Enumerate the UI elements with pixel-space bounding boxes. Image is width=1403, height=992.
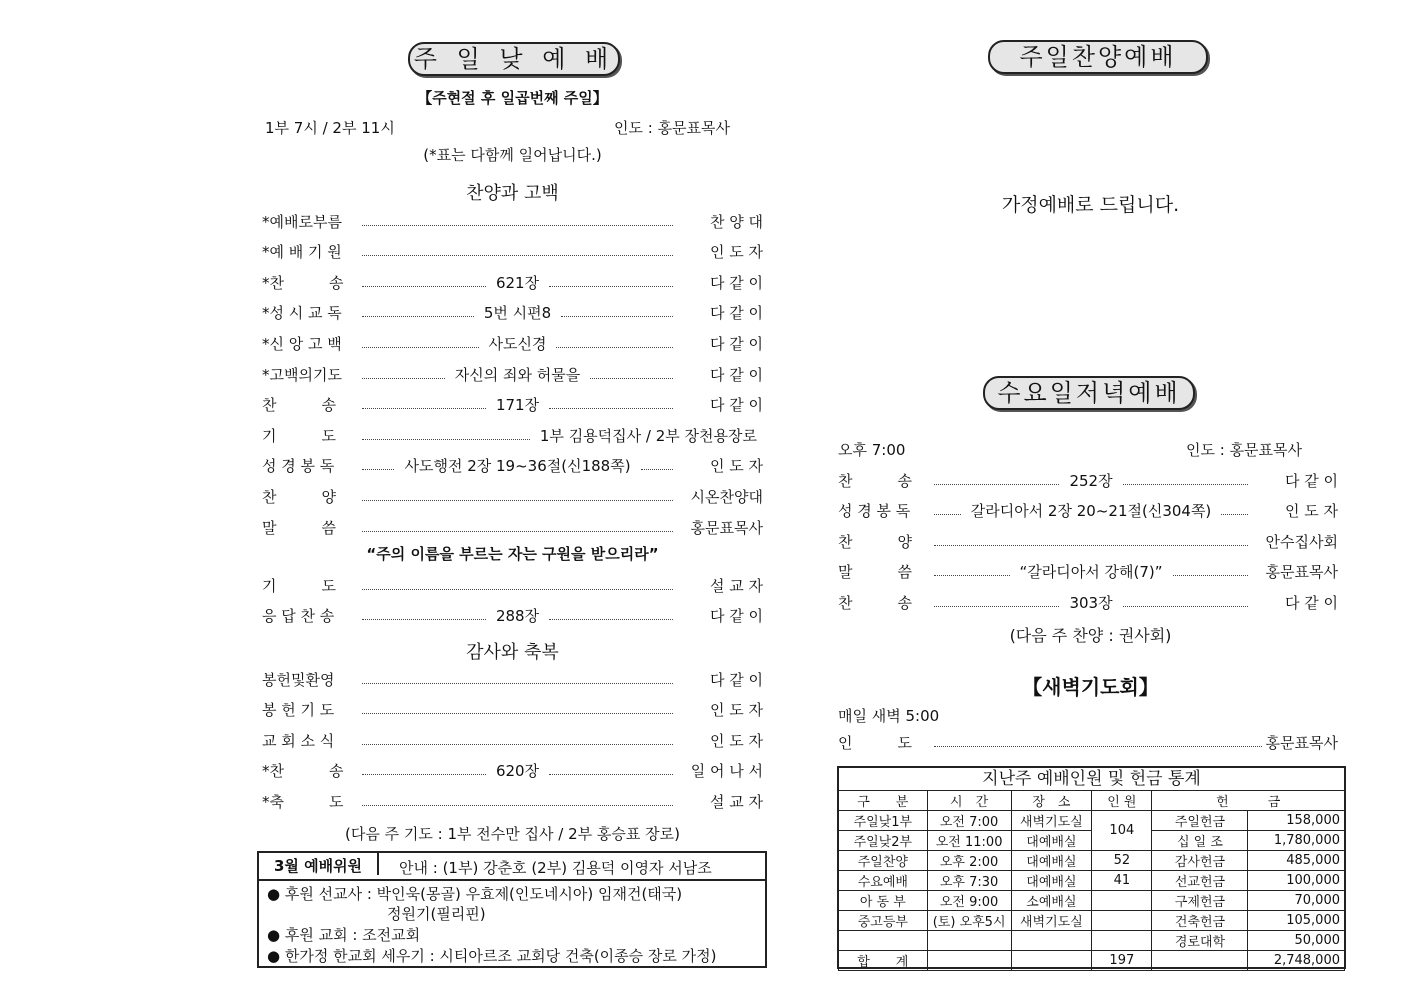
row-content: “갈라디아서 강해(7)” bbox=[1019, 563, 1163, 582]
service-count: 52 bbox=[1092, 851, 1152, 871]
row-person: 설 교 자 bbox=[709, 576, 763, 595]
row-label: 응 답 찬 송 bbox=[262, 607, 335, 626]
order-row bbox=[262, 332, 763, 354]
offering-name: 구제헌금 bbox=[1152, 891, 1248, 911]
row-content: 갈라디아서 2장 20~21절(신304쪽) bbox=[970, 502, 1212, 521]
dawn-leader-row bbox=[838, 731, 1338, 753]
row-person: 안수집사회 bbox=[1265, 532, 1338, 551]
row-content: 252장 bbox=[1069, 471, 1113, 490]
service-time bbox=[927, 931, 1011, 951]
service-count bbox=[1092, 931, 1152, 951]
stats-row bbox=[839, 831, 1345, 851]
service-place: 대예배실 bbox=[1011, 831, 1092, 851]
sermon-title: “주의 이름을 부르는 자는 구원을 받으리라” bbox=[366, 545, 659, 563]
stats-header-row bbox=[839, 791, 1345, 811]
order-row bbox=[838, 469, 1338, 491]
stats-table bbox=[838, 790, 1345, 971]
service-name: 중고등부 bbox=[839, 911, 928, 931]
offering-amount: 105,000 bbox=[1248, 911, 1345, 931]
stats-header-cell: 장 소 bbox=[1011, 791, 1092, 811]
row-label: 찬 양 bbox=[838, 532, 912, 551]
offering-name: 십 일 조 bbox=[1152, 831, 1248, 851]
missionary-line-2: 정원기(필리핀) bbox=[387, 905, 486, 923]
wednesday-leader: 인도 : 홍문표목사 bbox=[1186, 441, 1303, 459]
committee-header bbox=[259, 853, 765, 881]
order-row bbox=[262, 574, 763, 596]
stats-row bbox=[839, 871, 1345, 891]
offering-amount: 1,780,000 bbox=[1248, 831, 1345, 851]
stats-header-cell: 구 분 bbox=[839, 791, 928, 811]
next-praise: (다음 주 찬양 : 권사회) bbox=[1009, 626, 1172, 645]
order-row bbox=[262, 790, 763, 812]
service-time: 오전 7:00 bbox=[927, 811, 1011, 831]
row-content: 303장 bbox=[1069, 593, 1113, 612]
row-label: *예배로부름 bbox=[262, 212, 342, 231]
order-row bbox=[262, 424, 763, 446]
order-row bbox=[262, 516, 763, 538]
row-person: 다 같 이 bbox=[709, 396, 763, 415]
row-label: *찬 송 bbox=[262, 762, 344, 781]
committee-label: 3월 예배위원 bbox=[259, 853, 379, 875]
row-content: 1부 김용덕집사 / 2부 장천용장로 bbox=[539, 426, 757, 445]
order-row bbox=[262, 729, 763, 751]
committee-box bbox=[257, 851, 767, 968]
order-row bbox=[262, 302, 763, 324]
row-person: 홍문표목사 bbox=[690, 518, 763, 537]
service-name: 아 동 부 bbox=[839, 891, 928, 911]
row-person: 인 도 자 bbox=[710, 457, 764, 476]
row-label: *찬 송 bbox=[262, 273, 344, 292]
committee-guide: 안내 : (1부) 강춘호 (2부) 김용덕 이영자 서남조 bbox=[399, 859, 712, 877]
order-row bbox=[262, 760, 763, 782]
order-row bbox=[262, 394, 763, 416]
offering-name: 감사헌금 bbox=[1152, 851, 1248, 871]
service-place: 새벽기도실 bbox=[1011, 911, 1092, 931]
row-content: 5번 시편8 bbox=[483, 304, 552, 323]
total-amount: 2,748,000 bbox=[1248, 951, 1345, 971]
row-label: *성 시 교 독 bbox=[262, 304, 342, 323]
service-name: 주일찬양 bbox=[839, 851, 928, 871]
stats-row bbox=[839, 811, 1345, 831]
sunday-praise-title: 주일찬양예배 bbox=[988, 40, 1208, 74]
dawn-prayer-title: 【새벽기도회】 bbox=[1022, 675, 1159, 699]
row-person: 시온찬양대 bbox=[690, 487, 763, 506]
row-label: *고백의기도 bbox=[262, 365, 342, 384]
row-label: 말 씀 bbox=[262, 518, 336, 537]
stats-header-cell: 인 원 bbox=[1092, 791, 1152, 811]
wednesday-service-title: 수요일저녁예배 bbox=[983, 376, 1195, 410]
row-person: 다 같 이 bbox=[709, 273, 763, 292]
row-person: 홍문표목사 bbox=[1265, 563, 1338, 582]
order-row bbox=[262, 241, 763, 263]
service-times: 1부 7시 / 2부 11시 bbox=[265, 119, 395, 137]
service-place: 대예배실 bbox=[1011, 851, 1092, 871]
order-row bbox=[262, 455, 763, 477]
offering-name: 건축헌금 bbox=[1152, 911, 1248, 931]
service-time: 오후 2:00 bbox=[927, 851, 1011, 871]
stats-header-cell: 시 간 bbox=[927, 791, 1011, 811]
row-person: 다 같 이 bbox=[1284, 593, 1338, 612]
next-prayer: (다음 주 기도 : 1부 전수만 집사 / 2부 홍승표 장로) bbox=[345, 825, 680, 843]
row-person: 인 도 자 bbox=[709, 243, 763, 262]
service-count bbox=[1092, 891, 1152, 911]
service-count bbox=[1092, 911, 1152, 931]
service-time: 오전 9:00 bbox=[927, 891, 1011, 911]
row-label: 성 경 봉 독 bbox=[838, 502, 911, 521]
offering-name: 경로대학 bbox=[1152, 931, 1248, 951]
row-person: 다 같 이 bbox=[709, 334, 763, 353]
row-person: 인 도 자 bbox=[1285, 502, 1339, 521]
row-person: 찬 양 대 bbox=[709, 212, 763, 231]
stats-box bbox=[837, 766, 1346, 969]
order-row bbox=[262, 605, 763, 627]
service-name: 주일낮1부 bbox=[839, 811, 928, 831]
home-service-note: 가정예배로 드립니다. bbox=[1001, 194, 1180, 216]
dawn-time: 매일 새벽 5:00 bbox=[838, 707, 940, 725]
stats-row bbox=[839, 931, 1345, 951]
row-person: 다 같 이 bbox=[709, 607, 763, 626]
row-right: 홍문표목사 bbox=[1265, 733, 1338, 752]
row-person: 일 어 나 서 bbox=[690, 762, 763, 781]
row-label: 찬 송 bbox=[838, 593, 912, 612]
row-label: 성 경 봉 독 bbox=[262, 457, 335, 476]
service-name: 주일낮2부 bbox=[839, 831, 928, 851]
row-person: 인 도 자 bbox=[709, 701, 763, 720]
service-name bbox=[839, 931, 928, 951]
offering-amount: 70,000 bbox=[1248, 891, 1345, 911]
row-content: 사도신경 bbox=[488, 334, 547, 353]
row-content: 자신의 죄와 허물을 bbox=[454, 365, 581, 384]
service-time: 오전 11:00 bbox=[927, 831, 1011, 851]
sunday-service-title: 주 일 낮 예 배 bbox=[408, 42, 620, 76]
service-place bbox=[1011, 931, 1092, 951]
service-time: 오후 7:30 bbox=[927, 871, 1011, 891]
service-place: 새벽기도실 bbox=[1011, 811, 1092, 831]
row-label: 찬 송 bbox=[262, 396, 336, 415]
order-row bbox=[262, 271, 763, 293]
stats-total-row bbox=[839, 951, 1345, 971]
row-label: *축 도 bbox=[262, 792, 344, 811]
stats-header-cell: 헌 금 bbox=[1152, 791, 1345, 811]
row-content: 171장 bbox=[495, 396, 540, 415]
section-thanks-blessing: 감사와 축복 bbox=[466, 642, 559, 663]
row-label: *신 앙 고 백 bbox=[262, 334, 342, 353]
total-label: 합 계 bbox=[839, 951, 928, 971]
total-count: 197 bbox=[1092, 951, 1152, 971]
order-row bbox=[838, 500, 1338, 522]
row-content: 620장 bbox=[495, 762, 540, 781]
row-person: 인 도 자 bbox=[709, 731, 763, 750]
offering-amount: 100,000 bbox=[1248, 871, 1345, 891]
order-row bbox=[262, 699, 763, 721]
stand-note: (*표는 다함께 일어납니다.) bbox=[423, 146, 602, 164]
order-row bbox=[262, 210, 763, 232]
stats-row bbox=[839, 891, 1345, 911]
row-label: 인 도 bbox=[838, 733, 912, 752]
row-person: 다 같 이 bbox=[709, 365, 763, 384]
missionary-line: ● 후원 선교사 : 박인욱(몽골) 우효제(인도네시아) 임재건(태국) bbox=[267, 885, 683, 903]
service-time: (토) 오후5시 bbox=[927, 911, 1011, 931]
order-row bbox=[262, 668, 763, 690]
section-praise-confession: 찬양과 고백 bbox=[466, 183, 559, 204]
row-person: 설 교 자 bbox=[709, 792, 763, 811]
row-label: 교 회 소 식 bbox=[262, 731, 335, 750]
row-label: 기 도 bbox=[262, 576, 336, 595]
row-content: 사도행전 2장 19~36절(신188쪽) bbox=[404, 457, 631, 476]
service-name: 수요예배 bbox=[839, 871, 928, 891]
service-place: 대예배실 bbox=[1011, 871, 1092, 891]
service-count: 41 bbox=[1092, 871, 1152, 891]
row-content: 288장 bbox=[495, 607, 540, 626]
offering-name: 주일헌금 bbox=[1152, 811, 1248, 831]
order-row bbox=[838, 591, 1338, 613]
row-label: 말 씀 bbox=[838, 563, 912, 582]
order-row bbox=[262, 485, 763, 507]
offering-amount: 158,000 bbox=[1248, 811, 1345, 831]
offering-name: 선교헌금 bbox=[1152, 871, 1248, 891]
offering-amount: 485,000 bbox=[1248, 851, 1345, 871]
service-count: 104 bbox=[1092, 811, 1152, 851]
order-row bbox=[262, 363, 763, 385]
sunday-subtitle: 【주현절 후 일곱번째 주일】 bbox=[417, 89, 608, 107]
order-row bbox=[838, 530, 1338, 552]
wednesday-time: 오후 7:00 bbox=[838, 441, 906, 459]
row-label: *예 배 기 원 bbox=[262, 243, 342, 262]
one-family-line: ● 한가정 한교회 세우기 : 시티아르조 교회당 건축(이종승 장로 가정) bbox=[267, 947, 717, 965]
support-church-line: ● 후원 교회 : 조전교회 bbox=[267, 926, 421, 944]
row-label: 찬 송 bbox=[838, 471, 912, 490]
row-content: 621장 bbox=[495, 273, 540, 292]
stats-row bbox=[839, 911, 1345, 931]
offering-amount: 50,000 bbox=[1248, 931, 1345, 951]
row-person: 다 같 이 bbox=[1284, 471, 1338, 490]
service-leader: 인도 : 홍문표목사 bbox=[614, 119, 731, 137]
row-label: 봉 헌 기 도 bbox=[262, 701, 335, 720]
row-label: 찬 양 bbox=[262, 487, 336, 506]
row-person: 다 같 이 bbox=[709, 670, 763, 689]
row-person: 다 같 이 bbox=[710, 304, 764, 323]
row-label: 기 도 bbox=[262, 426, 336, 445]
stats-row bbox=[839, 851, 1345, 871]
order-row bbox=[838, 561, 1338, 583]
row-label: 봉헌및환영 bbox=[262, 670, 335, 689]
stats-title: 지난주 예배인원 및 헌금 통계 bbox=[839, 768, 1344, 791]
service-place: 소예배실 bbox=[1011, 891, 1092, 911]
